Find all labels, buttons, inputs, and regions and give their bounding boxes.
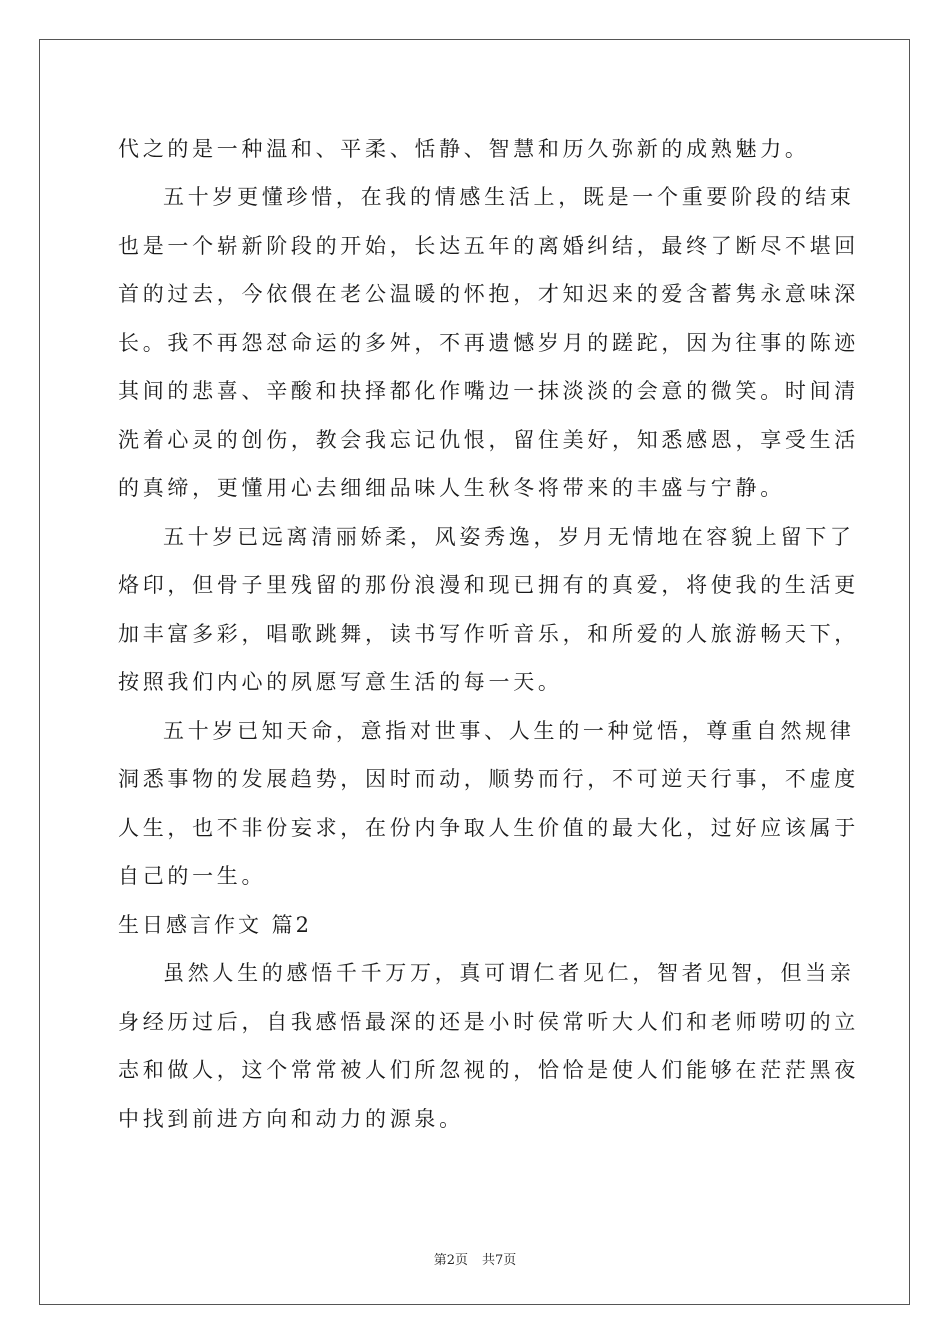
page-footer [0, 1249, 950, 1268]
page-total: 共7页 [482, 1253, 517, 1268]
text-line: 也是一个崭新阶段的开始，长达五年的离婚纠结，最终了断尽不堪回 [118, 234, 859, 258]
text-line: 首的过去，今依偎在老公温暖的怀抱，才知迟来的爱含蓄隽永意味深 [118, 282, 859, 306]
text-line: 自己的一生。 [118, 864, 267, 888]
text-line: 其间的悲喜、辛酸和抉择都化作嘴边一抹淡淡的会意的微笑。时间清 [118, 379, 859, 403]
paragraph-first-line: 五十岁已知天命，意指对世事、人生的一种觉悟，尊重自然规律 [163, 719, 855, 743]
text-line: 洗着心灵的创伤，教会我忘记仇恨，留住美好，知悉感恩，享受生活 [118, 428, 859, 452]
text-line: 的真缔，更懂用心去细细品味人生秋冬将带来的丰盛与宁静。 [118, 476, 785, 500]
text-line: 人生，也不非份妄求，在份内争取人生价值的最大化，过好应该属于 [118, 816, 859, 840]
section-heading: 生日感言作文 篇2 [118, 913, 313, 937]
text-line: 加丰富多彩，唱歌跳舞，读书写作听音乐，和所爱的人旅游畅天下， [118, 622, 859, 646]
text-line: 身经历过后，自我感悟最深的还是小时侯常听大人们和老师唠叨的立 [118, 1010, 859, 1034]
paragraph-first-line: 五十岁更懂珍惜，在我的情感生活上，既是一个重要阶段的结束 [163, 185, 855, 209]
paragraph-first-line: 五十岁已远离清丽娇柔，风姿秀逸，岁月无情地在容貌上留下了 [163, 525, 855, 549]
text-line: 按照我们内心的夙愿写意生活的每一天。 [118, 670, 563, 694]
text-line: 中找到前进方向和动力的源泉。 [118, 1107, 464, 1131]
paragraph-first-line: 虽然人生的感悟千千万万，真可谓仁者见仁，智者见智，但当亲 [163, 961, 855, 985]
text-line: 长。我不再怨怼命运的多舛，不再遗憾岁月的蹉跎，因为往事的陈迹 [118, 331, 859, 355]
page-number: 第2页 [433, 1253, 468, 1268]
text-line: 志和做人，这个常常被人们所忽视的，恰恰是使人们能够在茫茫黑夜 [118, 1058, 859, 1082]
text-line: 烙印，但骨子里残留的那份浪漫和现已拥有的真爱，将使我的生活更 [118, 573, 859, 597]
text-line: 代之的是一种温和、平柔、恬静、智慧和历久弥新的成熟魅力。 [118, 137, 810, 161]
text-line: 洞悉事物的发展趋势，因时而动，顺势而行，不可逆天行事，不虚度 [118, 767, 859, 791]
